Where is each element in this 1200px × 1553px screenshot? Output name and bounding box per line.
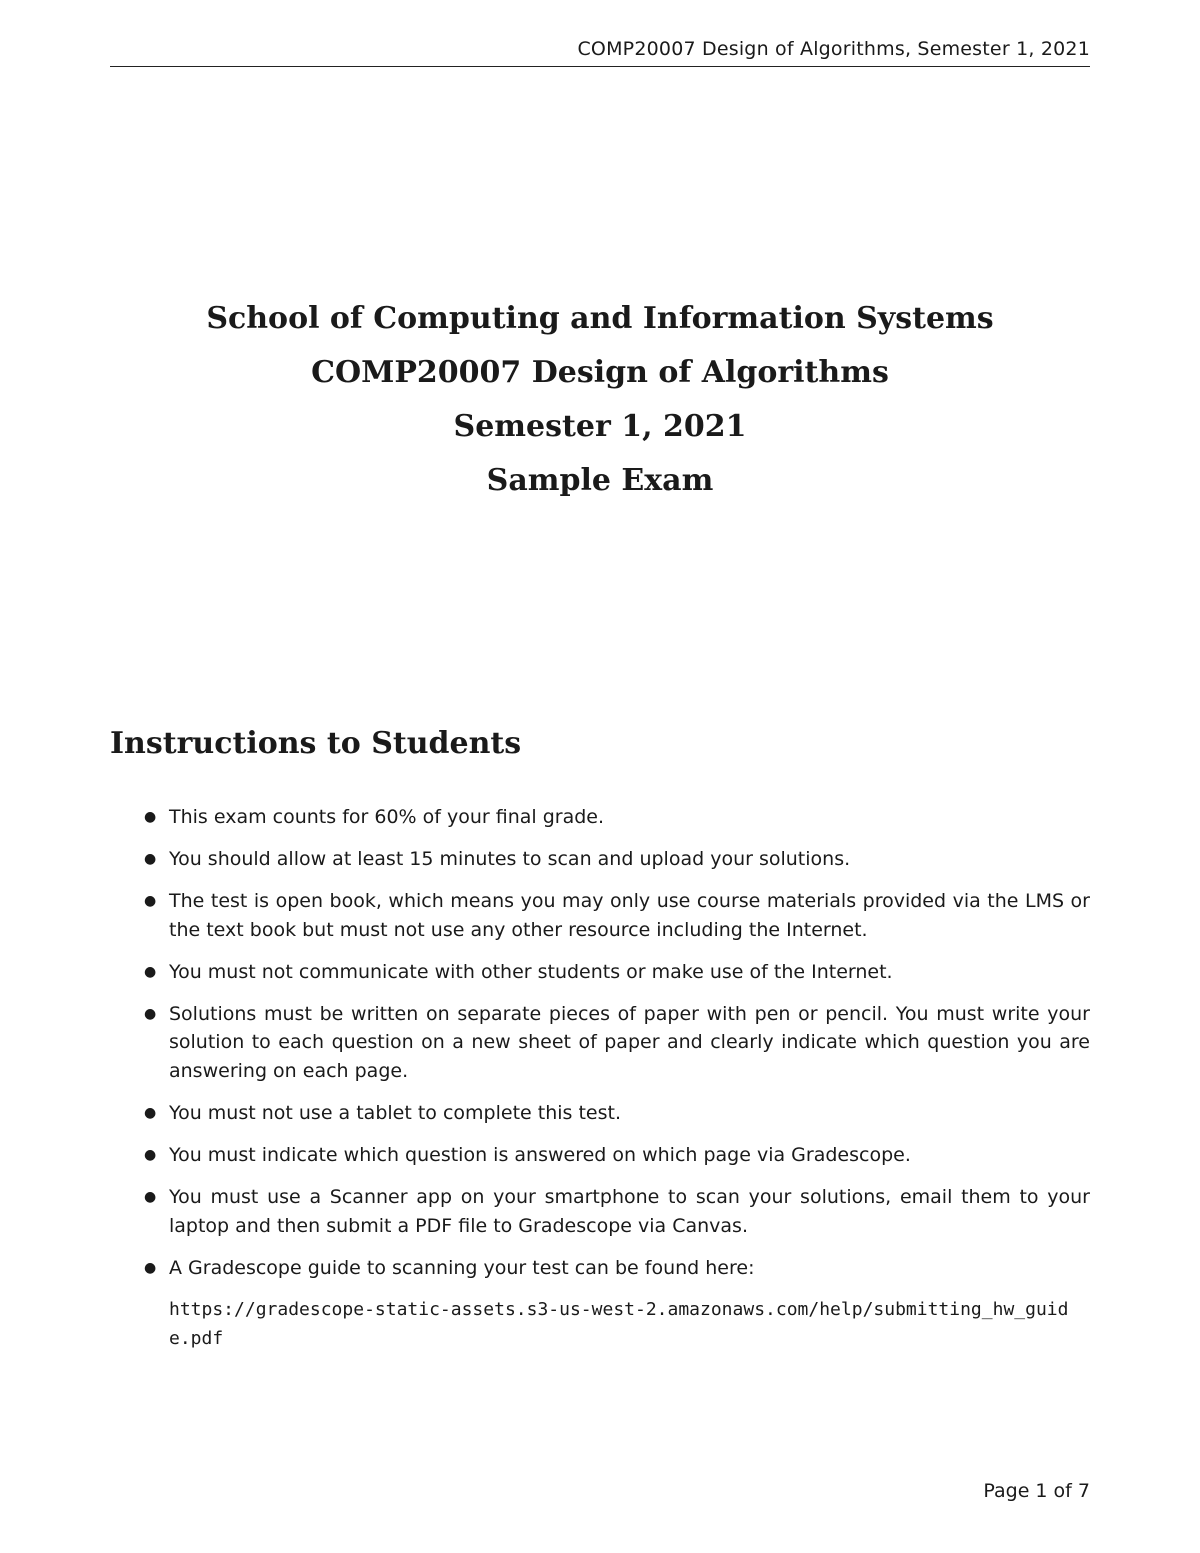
gradescope-guide-link[interactable]: https://gradescope-static-assets.s3-us-west-2.amazonaws.com/help/submitting_hw_guide.pdf <box>169 1299 1069 1349</box>
bullet-icon: ● <box>144 1259 157 1276</box>
instruction-text: This exam counts for 60% of your final grade. <box>169 806 605 828</box>
instruction-text: You must not communicate with other students or make use of the Internet. <box>169 960 893 983</box>
instruction-item <box>140 845 1090 874</box>
title-block <box>110 296 1090 512</box>
instruction-item <box>140 1254 1090 1354</box>
instructions-heading: Instructions to Students <box>110 726 522 761</box>
page-number: Page 1 of 7 <box>983 1480 1090 1502</box>
instructions-list <box>140 803 1090 1367</box>
instruction-text: A Gradescope guide to scanning your test can be found here: <box>169 1256 755 1279</box>
bullet-icon: ● <box>144 893 157 910</box>
instruction-text: You must indicate which question is answered on which page via Gradescope. <box>169 1144 911 1167</box>
subject-title: COMP20007 Design of Algorithms <box>311 355 889 390</box>
running-header: COMP20007 Design of Algorithms, Semester 1, 2021 <box>110 38 1090 67</box>
instruction-item <box>140 1000 1090 1086</box>
bullet-icon: ● <box>144 851 157 868</box>
instruction-text: You should allow at least 15 minutes to scan and upload your solutions. <box>169 848 851 871</box>
instruction-item <box>140 803 1090 832</box>
semester-label: Semester 1, 2021 <box>453 409 747 444</box>
instruction-item <box>140 1099 1090 1128</box>
bullet-icon: ● <box>144 1104 157 1121</box>
instruction-item <box>140 887 1090 944</box>
instruction-text: You must not use a tablet to complete this test. <box>169 1101 621 1124</box>
bullet-icon: ● <box>144 1189 157 1206</box>
instruction-text: Solutions must be written on separate pieces of paper with pen or pencil. You must write your solution to each question on a new sheet of paper and clearly indicate which question you are answering on each page. <box>169 1002 1090 1082</box>
instruction-item <box>140 1141 1090 1170</box>
exam-type: Sample Exam <box>486 463 714 498</box>
bullet-icon: ● <box>144 1147 157 1164</box>
instruction-item <box>140 958 1090 987</box>
instruction-text: You must use a Scanner app on your smartphone to scan your solutions, email them to your laptop and then submit a PDF file to Gradescope via Canvas. <box>169 1186 1090 1237</box>
instruction-item <box>140 1183 1090 1240</box>
instruction-text: The test is open book, which means you may only use course materials provided via the LMS or the text book but must not use any other resource including the Internet. <box>169 890 1090 941</box>
bullet-icon: ● <box>144 1005 157 1022</box>
bullet-icon: ● <box>144 809 157 825</box>
bullet-icon: ● <box>144 963 157 980</box>
school-name: School of Computing and Information Systems <box>206 301 994 336</box>
